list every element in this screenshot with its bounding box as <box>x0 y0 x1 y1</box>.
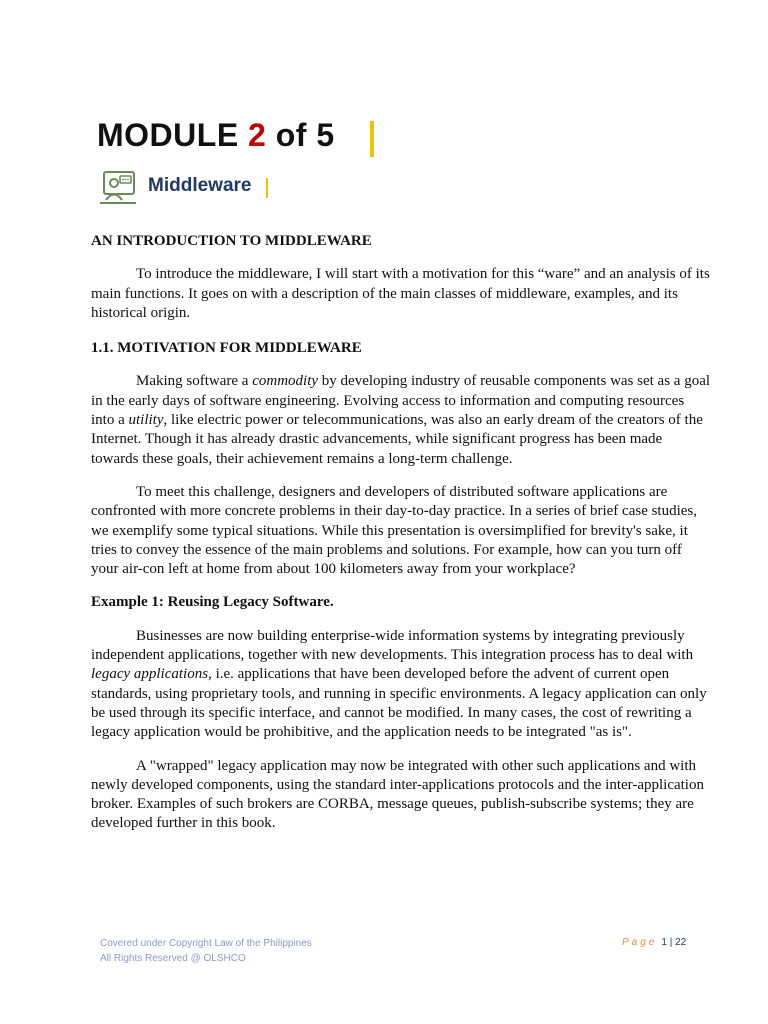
module-word: MODULE <box>97 117 239 153</box>
module-title <box>97 117 335 154</box>
module-of: of 5 <box>275 117 335 153</box>
page-current: 1 <box>661 937 667 948</box>
motivation-paragraph-1: Making software a commodity by developing industry of reusable components was set as a goal in the early days of software engineering. Evolving access to information and computing resources into a utility, like electric power or telecommunications, was also an early dream of the creators of the Internet. Though it has already drastic advancements, while significant progress has been made towards these goals, their achievement remains a long-term challenge. <box>91 373 711 467</box>
copyright-footer <box>100 936 312 966</box>
emphasis-utility: utility <box>128 412 164 429</box>
emphasis-commodity: commodity <box>252 373 319 390</box>
intro-paragraph: To introduce the middleware, I will start with a motivation for this “ware” and an analysis of its main functions. It goes on with a description of the main classes of middleware, examples, and its historical origin. <box>91 266 710 321</box>
intro-heading: AN INTRODUCTION TO MIDDLEWARE <box>91 233 372 249</box>
emphasis-legacy-applications: legacy applications <box>91 666 209 683</box>
presentation-chat-icon <box>98 170 138 206</box>
copyright-line-2: All Rights Reserved @ OLSHCO <box>100 953 246 964</box>
page-total: 22 <box>675 937 687 948</box>
copyright-line-1: Covered under Copyright Law of the Philippines <box>100 938 312 949</box>
example-paragraph-1: Businesses are now building enterprise-wide information systems by integrating previously independent applications, together with new developments. This integration process has to deal with legacy applications, i.e. applications that have been developed before the advent of current open standards, using proprietary tools, and running in specific environments. A legacy application can only be used through its specific interface, and cannot be modified. In many cases, the cost of rewriting a legacy application would be prohibitive, and the application needs to be integrated "as is". <box>91 627 707 741</box>
module-subtitle: Middleware <box>148 175 252 196</box>
page-number <box>622 937 686 948</box>
page-label: Page <box>622 937 658 948</box>
motivation-heading: 1.1. MOTIVATION FOR MIDDLEWARE <box>91 340 362 357</box>
subtitle-accent-bar <box>266 178 268 198</box>
example-paragraph-2: A "wrapped" legacy application may now be integrated with other such applications and with newly developed components, using the standard inter-applications protocols and the inter-application broker. Examples of such brokers are CORBA, message queues, publish-subscribe systems; they are developed further in this book. <box>91 757 704 832</box>
module-number: 2 <box>248 117 267 153</box>
example-heading: Example 1: Reusing Legacy Software. <box>91 594 334 611</box>
title-accent-bar <box>370 121 374 157</box>
motivation-paragraph-2: To meet this challenge, designers and developers of distributed software applications are confronted with more concrete problems in their day-to-day practice. In a series of brief case studies, we exemplify some typical situations. While this presentation is oversimplified for brevity's sake, it tries to convey the essence of the main problems and solutions. For example, how can you turn off your air-con left at home from about 100 kilometers away from your workplace? <box>91 483 698 578</box>
page-separator: | <box>666 937 676 948</box>
document-body <box>91 232 711 848</box>
